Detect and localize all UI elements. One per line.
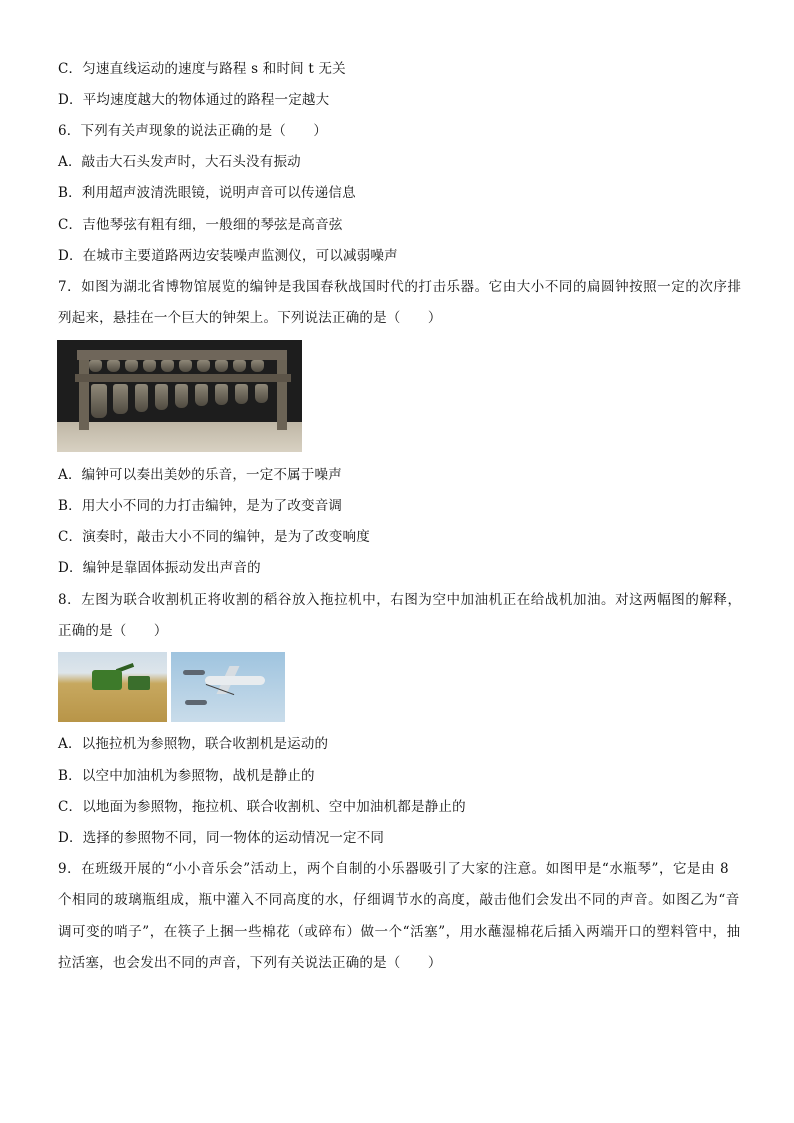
q5-option-c: C．匀速直线运动的速度与路程 s 和时间 t 无关 xyxy=(58,61,346,77)
q7-option-b: B．用大小不同的力打击编钟，是为了改变音调 xyxy=(58,498,343,514)
q8-stem-line1: 8．左图为联合收割机正将收割的稻谷放入拖拉机中，右图为空中加油机正在给战机加油。对这两幅图的解释， xyxy=(58,592,742,608)
q5-option-d: D．平均速度越大的物体通过的路程一定越大 xyxy=(58,92,330,108)
q7-option-d: D．编钟是靠固体振动发出声音的 xyxy=(58,560,261,576)
q9-stem-line2: 个相同的玻璃瓶组成，瓶中灌入不同高度的水，仔细调节水的高度，敲击他们会发出不同的声音。如图乙为“音 xyxy=(58,892,740,908)
q9-stem-line1: 9．在班级开展的“小小音乐会”活动上，两个自制的小乐器吸引了大家的注意。如图甲是“水瓶琴”，它是由 8 xyxy=(58,861,730,877)
q9-stem-line4: 拉活塞，也会发出不同的声音，下列有关说法正确的是（ ） xyxy=(58,955,442,971)
q8-option-a: A．以拖拉机为参照物，联合收割机是运动的 xyxy=(58,736,329,752)
q7-stem-line1: 7．如图为湖北省博物馆展览的编钟是我国春秋战国时代的打击乐器。它由大小不同的扁圆钟按照一定的次序排 xyxy=(58,279,742,295)
q7-stem-line2: 列起来，悬挂在一个巨大的钟架上。下列说法正确的是（ ） xyxy=(58,310,442,326)
q7-option-c: C．演奏时，敲击大小不同的编钟，是为了改变响度 xyxy=(58,529,370,545)
q9-stem-line3: 调可变的哨子”，在筷子上捆一些棉花（或碎布）做一个“活塞”，用水蘸湿棉花后插入两端开口的塑料管中，抽 xyxy=(58,924,741,940)
aerial-refueling-image xyxy=(171,652,285,722)
q8-stem-line2: 正确的是（ ） xyxy=(58,623,168,639)
q8-option-d: D．选择的参照物不同，同一物体的运动情况一定不同 xyxy=(58,830,385,846)
q6-option-d: D．在城市主要道路两边安装噪声监测仪，可以减弱噪声 xyxy=(58,248,398,264)
q6-option-a: A．敲击大石头发声时，大石头没有振动 xyxy=(58,154,301,170)
combine-harvester-image xyxy=(58,652,167,722)
q6-option-b: B．利用超声波清洗眼镜，说明声音可以传递信息 xyxy=(58,185,356,201)
q8-option-b: B．以空中加油机为参照物，战机是静止的 xyxy=(58,768,315,784)
bronze-chime-bells-image xyxy=(57,340,302,452)
q7-option-a: A．编钟可以奏出美妙的乐音，一定不属于噪声 xyxy=(58,467,342,483)
q6-stem: 6．下列有关声现象的说法正确的是（ ） xyxy=(58,123,328,139)
q8-option-c: C．以地面为参照物，拖拉机、联合收割机、空中加油机都是静止的 xyxy=(58,799,466,815)
q6-option-c: C．吉他琴弦有粗有细，一般细的琴弦是高音弦 xyxy=(58,217,343,233)
